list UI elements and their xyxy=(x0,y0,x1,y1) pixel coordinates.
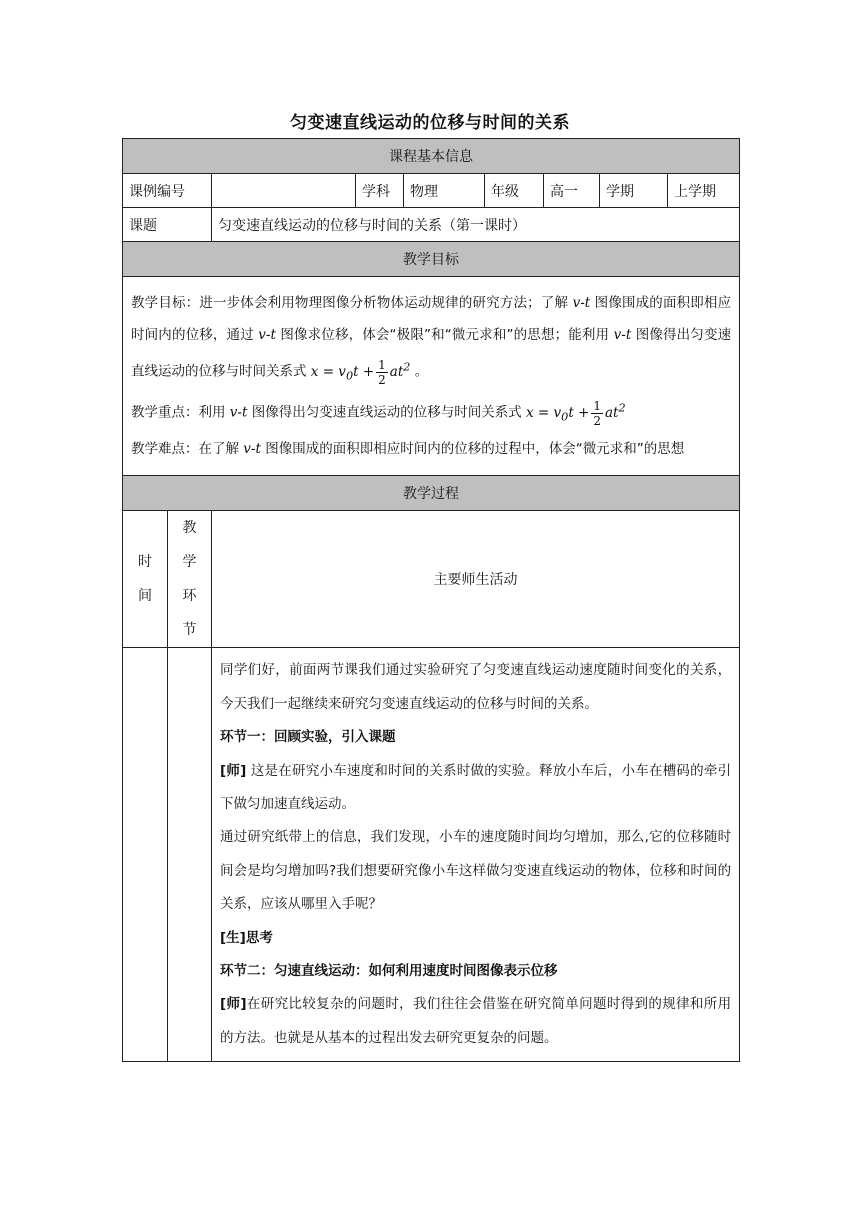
section-header-process: 教学过程 xyxy=(123,476,740,511)
activity-question: 通过研究纸带上的信息，我们发现，小车的速度随时间均匀增加，那么,它的位移随时间会是均匀增加吗?我们想要研究像小车这样做匀变速直线运动的物体，位移和时间的关系，应该从哪里入手呢？ xyxy=(220,829,732,913)
grade-value: 高一 xyxy=(544,174,600,208)
goals-objectives: 教学目标：进一步体会利用物理图像分析物体运动规律的研究方法；了解 v-t 图像围成的面积即相应时间内的位移，通过 v-t 图像求位移，体会“极限”和“微元求和”的思想；能利用 v-t 图像得出匀变速直线运动的位移与时间关系式 $x = v_0t$ + $\frac{1}{2}$ $at^2$ 。 xyxy=(131,295,732,387)
section-header-goals: 教学目标 xyxy=(123,242,740,277)
subject-value: 物理 xyxy=(404,174,485,208)
teacher-line-2: [师]在研究比较复杂的问题时，我们往往会借鉴在研究简单问题时得到的规律和所用的方法。也就是从基本的过程出发去研究更复杂的问题。 xyxy=(220,996,732,1046)
subject-label: 学科 xyxy=(356,174,404,208)
topic-value: 匀变速直线运动的位移与时间的关系（第一课时） xyxy=(212,208,740,242)
goals-difficulty: 教学难点：在了解 v-t 图像围成的面积即相应时间内的位移的过程中，体会“微元求和”的思想 xyxy=(131,441,685,458)
formula: $x = v_0t$ + $\frac{1}{2}$ $at^2$ xyxy=(310,357,411,387)
term-label: 学期 xyxy=(600,174,668,208)
stage-1-heading: 环节一：回顾实验，引入课题 xyxy=(220,729,396,746)
document-title: 匀变速直线运动的位移与时间的关系 xyxy=(290,113,570,133)
term-value: 上学期 xyxy=(668,174,740,208)
col-stage-label: 教学环节 xyxy=(182,520,197,639)
activity-intro: 同学们好，前面两节课我们通过实验研究了匀变速直线运动速度随时间变化的关系，今天我们一起继续来研究匀变速直线运动的位移与时间的关系。 xyxy=(220,662,732,712)
col-activity: 主要师生活动 xyxy=(212,511,740,648)
stage-cell xyxy=(168,648,212,1062)
case-no-label: 课例编号 xyxy=(123,174,212,208)
student-line-1: [生]思考 xyxy=(220,929,273,946)
case-no-value xyxy=(212,174,356,208)
formula: $x = v_0t$ + $\frac{1}{2}$ $at^2$ xyxy=(526,398,626,428)
goals-content xyxy=(123,277,740,476)
grade-label: 年级 xyxy=(485,174,544,208)
col-stage xyxy=(168,511,212,648)
goals-key-point: 教学重点：利用 v-t 图像得出匀变速直线运动的位移与时间关系式 $x = v_0t$ + $\frac{1}{2}$ $at^2$ xyxy=(131,398,626,428)
time-cell xyxy=(123,648,168,1062)
activity-content xyxy=(212,648,740,1062)
col-time xyxy=(123,511,168,648)
col-time-label: 时间 xyxy=(138,554,152,605)
teacher-line-1: [师] 这是在研究小车速度和时间的关系时做的实验。释放小车后，小车在槽码的牵引下做匀加速直线运动。 xyxy=(220,762,732,812)
stage-2-heading: 环节二：匀速直线运动：如何利用速度时间图像表示位移 xyxy=(220,963,558,980)
lesson-plan-table xyxy=(122,138,740,1062)
section-header-basic-info: 课程基本信息 xyxy=(123,139,740,174)
topic-label: 课题 xyxy=(123,208,212,242)
